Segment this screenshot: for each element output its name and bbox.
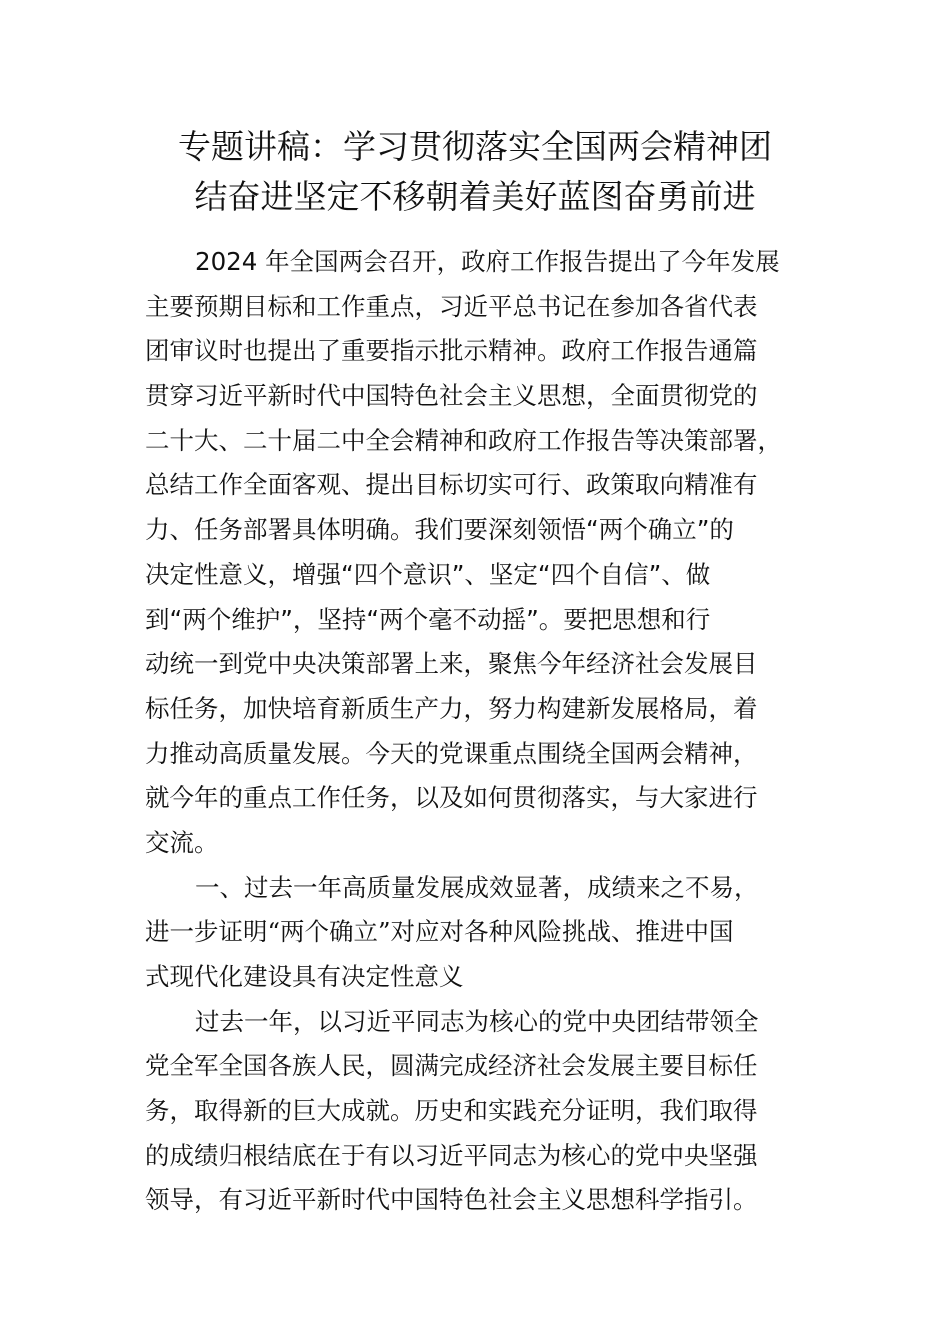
section-heading (145, 866, 810, 1000)
paragraph-line: 过去一年，以习近平同志为核心的党中央团结带领全 (195, 1006, 759, 1036)
document-title (140, 122, 810, 222)
paragraph-line: 的成绩归根结底在于有以习近平同志为核心的党中央坚强 (145, 1140, 758, 1170)
paragraph-line: 就今年的重点工作任务，以及如何贯彻落实，与大家进行 (145, 783, 758, 813)
paragraph-line: 2024 年全国两会召开，政府工作报告提出了今年发展 (195, 247, 780, 276)
paragraph-line: 动统一到党中央决策部署上来，聚焦今年经济社会发展目 (145, 649, 758, 679)
heading-line: 式现代化建设具有决定性意义 (145, 962, 464, 991)
paragraph-line: 务，取得新的巨大成就。历史和实践充分证明，我们取得 (145, 1096, 758, 1126)
title-line: 专题讲稿：学习贯彻落实全国两会精神团 (178, 127, 772, 166)
paragraph-line: 力推动高质量发展。今天的党课重点围绕全国两会精神， (145, 738, 758, 768)
paragraph-line: 决定性意义，增强“四个意识”、坚定“四个自信”、做 (145, 559, 711, 589)
paragraph-line: 贯穿习近平新时代中国特色社会主义思想，全面贯彻党的 (145, 381, 758, 411)
title-line: 结奋进坚定不移朝着美好蓝图奋勇前进 (194, 177, 756, 216)
paragraph-line: 领导，有习近平新时代中国特色社会主义思想科学指引。 (145, 1185, 758, 1215)
paragraph-line: 主要预期目标和工作重点，习近平总书记在参加各省代表 (145, 291, 758, 321)
paragraph-line: 交流。 (145, 827, 219, 857)
paragraph-line: 力、任务部署具体明确。我们要深刻领悟“两个确立”的 (145, 515, 734, 545)
paragraph-past-year (145, 1000, 810, 1223)
paragraph-line: 到“两个维护”，坚持“两个毫不动摇”。要把思想和行 (145, 604, 711, 634)
heading-line: 进一步证明“两个确立”对应对各种风险挑战、推进中国 (145, 917, 734, 947)
paragraph-line: 标任务，加快培育新质生产力，努力构建新发展格局，着 (145, 693, 758, 723)
paragraph-line: 团审议时也提出了重要指示批示精神。政府工作报告通篇 (145, 336, 758, 366)
paragraph-line: 二十大、二十届二中全会精神和政府工作报告等决策部署， (145, 425, 782, 455)
document-body (145, 240, 810, 1223)
paragraph-intro (145, 240, 810, 866)
paragraph-line: 党全军全国各族人民，圆满完成经济社会发展主要目标任 (145, 1051, 758, 1081)
paragraph-line: 总结工作全面客观、提出目标切实可行、政策取向精准有 (145, 470, 758, 500)
heading-line: 一、过去一年高质量发展成效显著，成绩来之不易， (195, 872, 759, 902)
